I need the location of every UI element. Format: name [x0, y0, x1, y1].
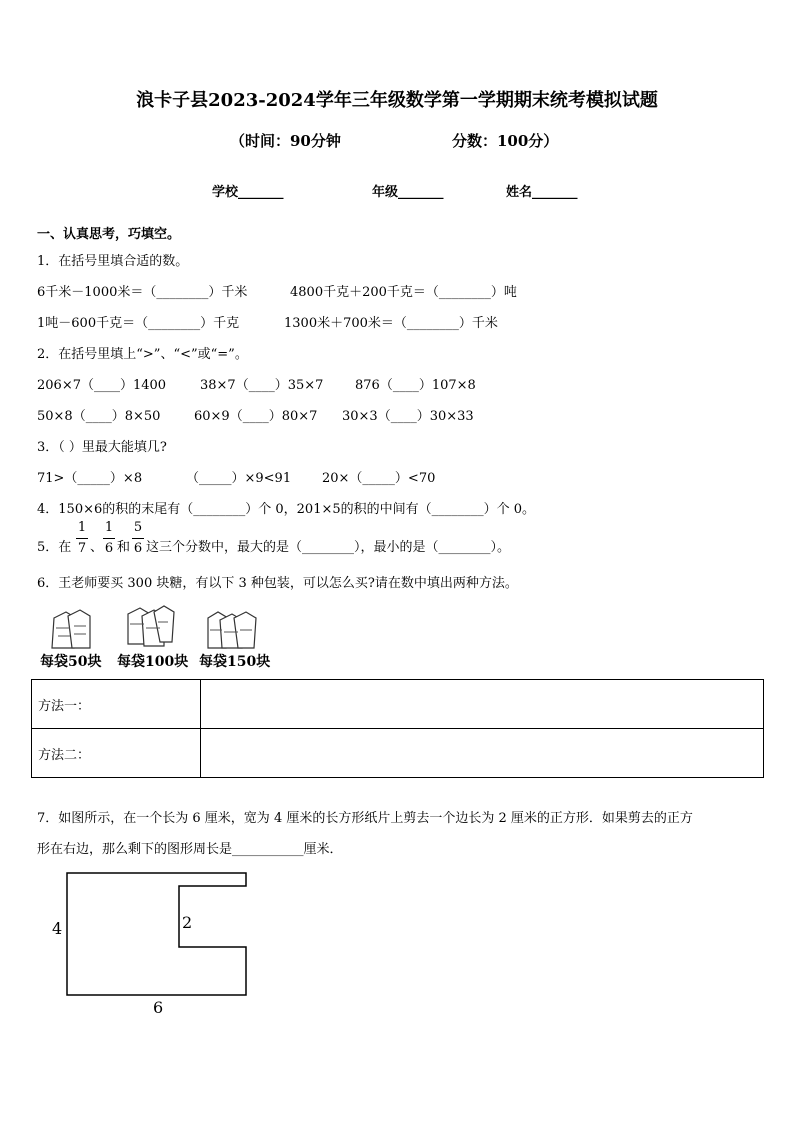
bag-label-100: 每袋100块: [117, 654, 189, 670]
name-field[interactable]: 姓名_______: [506, 185, 578, 200]
height-label: 4: [52, 919, 63, 938]
fraction-1-denominator: 7: [77, 541, 87, 556]
candy-bag-100-icon: [124, 602, 176, 650]
q3-item[interactable]: 20×（_____）<70: [322, 471, 436, 486]
bag-label-150: 每袋150块: [199, 654, 271, 670]
fraction-3-numerator: 5: [133, 520, 143, 535]
q3-item[interactable]: （_____）×9<91: [186, 471, 292, 486]
fraction-2-bar: [103, 538, 115, 539]
q1-item-d[interactable]: 1300米＋700米＝（________）千米: [284, 316, 498, 331]
q5-sep: 、: [90, 540, 104, 555]
section-heading: 一、认真思考，巧填空。: [37, 227, 181, 242]
q3-item[interactable]: 71>（_____）×8: [37, 471, 143, 486]
width-label: 6: [153, 998, 164, 1017]
q1-item-a[interactable]: 6千米－1000米＝（________）千米: [37, 285, 248, 300]
q5-prefix: 5．在: [37, 540, 72, 555]
school-field[interactable]: 学校_______: [212, 185, 284, 200]
q6-stem: 6．王老师要买 300 块糖，有以下 3 种包装，可以怎么买?请在数中填出两种方法。: [37, 576, 518, 591]
remaining-shape-diagram: [40, 866, 270, 1026]
fraction-1-bar: [76, 538, 88, 539]
fraction-3-bar: [132, 538, 144, 539]
fraction-2-numerator: 1: [104, 520, 114, 535]
notch-label: 2: [182, 913, 193, 932]
q2-item[interactable]: 876（____）107×8: [355, 378, 476, 393]
q2-item[interactable]: 38×7（____）35×7: [200, 378, 324, 393]
q2-item[interactable]: 30×3（____）30×33: [342, 409, 474, 424]
fraction-3-denominator: 6: [133, 541, 143, 556]
bag-label-50: 每袋50块: [40, 654, 102, 670]
fraction-1-numerator: 1: [77, 520, 87, 535]
q2-item[interactable]: 60×9（____）80×7: [194, 409, 318, 424]
q2-item[interactable]: 206×7（____）1400: [37, 378, 167, 393]
exam-time: （时间：90分钟: [230, 132, 341, 150]
q7-line2[interactable]: 形在右边，那么剩下的图形周长是___________厘米．: [37, 842, 343, 857]
page-title: 浪卡子县2023-2024学年三年级数学第一学期期末统考模拟试题: [136, 90, 658, 111]
table-row: [32, 729, 764, 778]
methods-table: [31, 679, 764, 778]
q4-text[interactable]: 4．150×6的积的末尾有（________）个 0，201×5的积的中间有（________）个 0。: [37, 502, 536, 517]
exam-score: 分数：100分）: [452, 132, 559, 150]
remaining-shape-outline: [67, 873, 246, 995]
candy-bag-150-icon: [204, 606, 260, 650]
grade-field[interactable]: 年级_______: [372, 185, 444, 200]
q1-item-b[interactable]: 4800千克＋200千克＝（________）吨: [290, 285, 517, 300]
fraction-2-denominator: 6: [104, 541, 114, 556]
method-1-answer-cell[interactable]: [201, 680, 764, 729]
candy-bag-50-icon: [46, 604, 98, 650]
table-row: [32, 680, 764, 729]
q5-and: 和: [117, 540, 131, 555]
q3-stem: 3．（ ）里最大能填几?: [37, 440, 167, 455]
q1-item-c[interactable]: 1吨－600千克＝（________）千克: [37, 316, 240, 331]
q5-suffix[interactable]: 这三个分数中，最大的是（________），最小的是（________）。: [146, 540, 511, 555]
q2-stem: 2．在括号里填上“>”、“<”或“=”。: [37, 347, 248, 362]
method-1-label: 方法一：: [32, 680, 201, 729]
q1-stem: 1．在括号里填合适的数。: [37, 254, 189, 269]
q7-line1: 7．如图所示，在一个长为 6 厘米，宽为 4 厘米的长方形纸片上剪去一个边长为 2 厘米的正方形．如果剪去的正方: [37, 811, 693, 826]
q2-item[interactable]: 50×8（____）8×50: [37, 409, 161, 424]
method-2-answer-cell[interactable]: [201, 729, 764, 778]
method-2-label: 方法二：: [32, 729, 201, 778]
